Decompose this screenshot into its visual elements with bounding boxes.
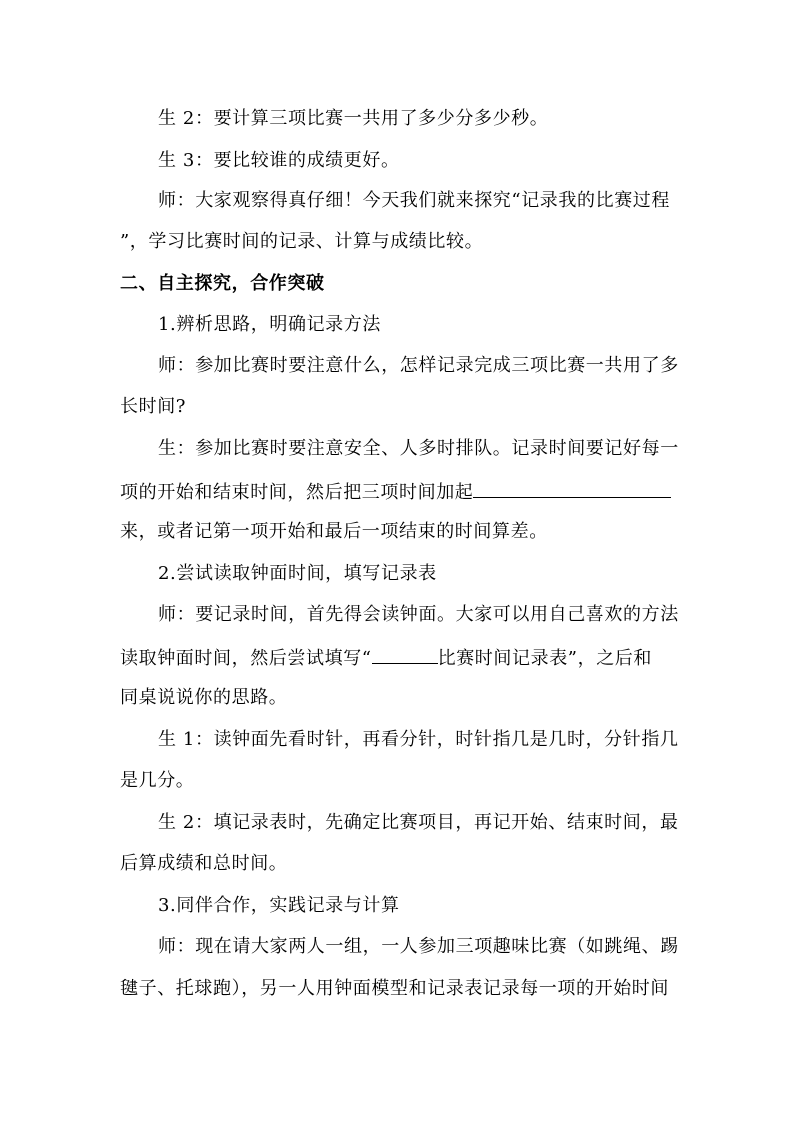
section-heading: 二、自主探究，合作突破 [120, 273, 325, 294]
dialogue-student-3: 生 3：要比较谁的成绩更好。 [158, 150, 400, 171]
dialogue-teacher-line-2: ”，学习比赛时间的记录、计算与成绩比较。 [120, 231, 484, 252]
student-2-line-2: 后算成绩和总时间。 [120, 853, 288, 874]
student-1-line-1: 生 1：读钟面先看时针，再看分针，时针指几是几时，分针指几 [158, 729, 679, 750]
student-answer-line-3: 来，或者记第一项开始和最后一项结束的时间算差。 [120, 521, 548, 542]
teacher-instruction-line-2 [120, 645, 652, 671]
teacher-instruction-text-pre: 读取钟面时间，然后尝试填写“ [120, 648, 372, 669]
teacher-question-line-1: 师：参加比赛时要注意什么，怎样记录完成三项比赛一共用了多 [158, 355, 679, 376]
fill-in-blank-short [372, 645, 438, 664]
student-answer-line-2 [120, 479, 671, 505]
teacher-task-line-1: 师：现在请大家两人一组，一人参加三项趣味比赛（如跳绳、踢 [158, 936, 679, 957]
subsection-title-1: 1.辨析思路，明确记录方法 [158, 314, 381, 335]
teacher-instruction-line-3: 同桌说说你的思路。 [120, 687, 288, 708]
student-answer-text: 项的开始和结束时间，然后把三项时间加起 [120, 482, 474, 503]
student-2-line-1: 生 2：填记录表时，先确定比赛项目，再记开始、结束时间，最 [158, 812, 679, 833]
dialogue-student-2: 生 2：要计算三项比赛一共用了多少分多少秒。 [158, 108, 549, 129]
subsection-title-2: 2.尝试读取钟面时间，填写记录表 [158, 563, 437, 584]
teacher-task-line-2: 毽子、托球跑），另一人用钟面模型和记录表记录每一项的开始时间 [120, 978, 669, 999]
teacher-question-line-2: 长时间? [120, 396, 187, 417]
teacher-instruction-text-post: 比赛时间记录表”，之后和 [437, 648, 653, 669]
dialogue-teacher-line-1: 师：大家观察得真仔细！今天我们就来探究“记录我的比赛过程 [158, 190, 670, 211]
student-1-line-2: 是几分。 [120, 770, 195, 791]
fill-in-blank [473, 479, 671, 498]
subsection-title-3: 3.同伴合作，实践记录与计算 [158, 895, 400, 916]
teacher-instruction-line-1: 师：要记录时间，首先得会读钟面。大家可以用自己喜欢的方法 [158, 604, 679, 625]
student-answer-line-1: 生：参加比赛时要注意安全、人多时排队。记录时间要记好每一 [158, 438, 679, 459]
